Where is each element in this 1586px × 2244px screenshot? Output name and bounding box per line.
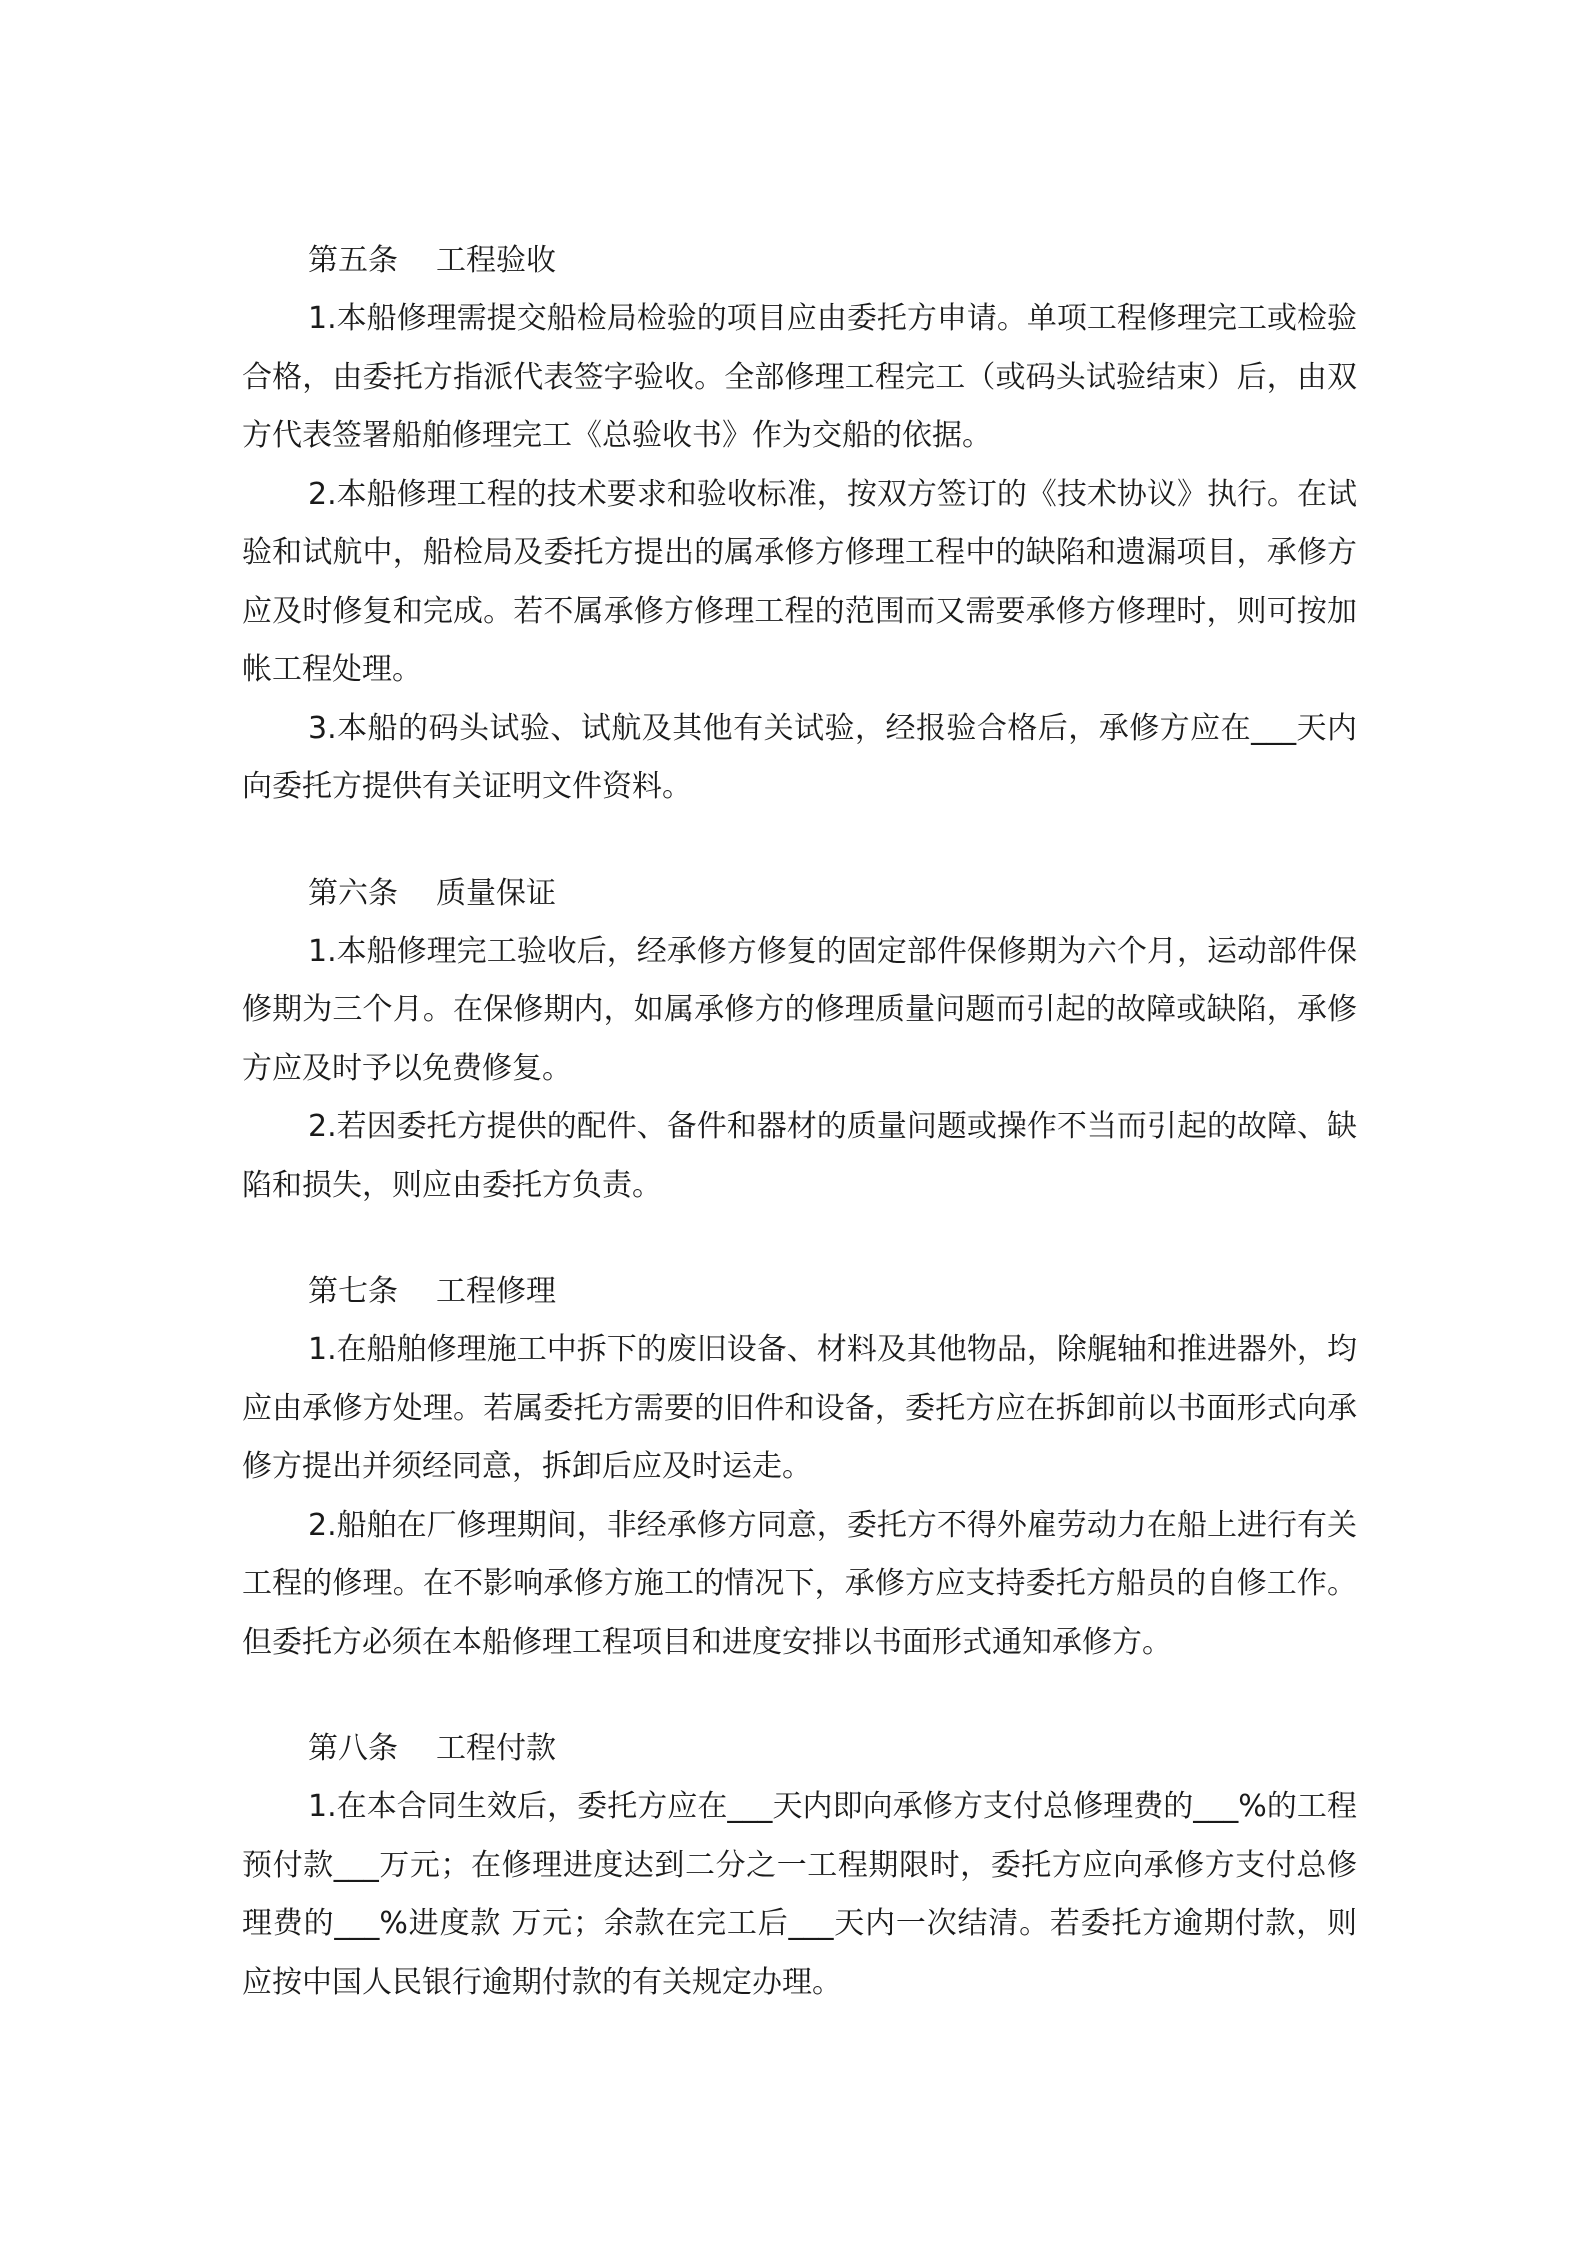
article-paragraph: 2.本船修理工程的技术要求和验收标准，按双方签订的《技术协议》执行。在试验和试航中，船检局及委托方提出的属承修方修理工程中的缺陷和遗漏项目，承修方应及时修复和完成。若不属承修方修理工程的范围而又需要承修方修理时，则可按加帐工程处理。 xyxy=(242,476,1357,687)
article-paragraph: 1.在本合同生效后，委托方应在___天内即向承修方支付总修理费的___%的工程预付款___万元；在修理进度达到二分之一工程期限时，委托方应向承修方支付总修理费的___%进度款 万元；余款在完工后___天内一次结清。若委托方逾期付款，则应按中国人民银行逾期付款的有关规定办理。 xyxy=(242,1789,1357,2000)
article-5 xyxy=(242,232,1357,817)
article-paragraph: 2.若因委托方提供的配件、备件和器材的质量问题或操作不当而引起的故障、缺陷和损失，则应由委托方负责。 xyxy=(242,1109,1357,1203)
article-heading xyxy=(242,1263,1357,1321)
article-heading xyxy=(242,865,1357,923)
article-title: 质量保证 xyxy=(436,875,556,911)
article-paragraph: 1.本船修理完工验收后，经承修方修复的固定部件保修期为六个月，运动部件保修期为三个月。在保修期内，如属承修方的修理质量问题而引起的故障或缺陷，承修方应及时予以免费修复。 xyxy=(242,933,1357,1086)
document-body xyxy=(242,232,1357,2060)
article-title: 工程验收 xyxy=(436,243,556,278)
article-number: 第五条 xyxy=(308,243,398,278)
article-title: 工程付款 xyxy=(436,1731,556,1766)
article-paragraph: 1.本船修理需提交船检局检验的项目应由委托方申请。单项工程修理完工或检验合格，由委托方指派代表签字验收。全部修理工程完工（或码头试验结束）后，由双方代表签署船舶修理完工《总验收书》作为交船的依据。 xyxy=(242,301,1357,453)
article-paragraph: 2.船舶在厂修理期间，非经承修方同意，委托方不得外雇劳动力在船上进行有关工程的修理。在不影响承修方施工的情况下，承修方应支持委托方船员的自修工作。但委托方必须在本船修理工程项目和进度安排以书面形式通知承修方。 xyxy=(242,1507,1357,1660)
article-7 xyxy=(242,1263,1357,1672)
article-6 xyxy=(242,865,1357,1216)
article-paragraph: 1.在船舶修理施工中拆下的废旧设备、材料及其他物品，除艉轴和推进器外，均应由承修方处理。若属委托方需要的旧件和设备，委托方应在拆卸前以书面形式向承修方提出并须经同意，拆卸后应及时运走。 xyxy=(242,1332,1357,1484)
article-8 xyxy=(242,1720,1357,2012)
article-heading xyxy=(242,232,1357,290)
article-title: 工程修理 xyxy=(436,1274,556,1309)
article-number: 第六条 xyxy=(308,875,398,911)
article-paragraph: 3.本船的码头试验、试航及其他有关试验，经报验合格后，承修方应在___天内向委托方提供有关证明文件资料。 xyxy=(242,710,1357,804)
article-number: 第七条 xyxy=(308,1274,398,1309)
article-number: 第八条 xyxy=(308,1731,398,1766)
article-heading xyxy=(242,1720,1357,1778)
